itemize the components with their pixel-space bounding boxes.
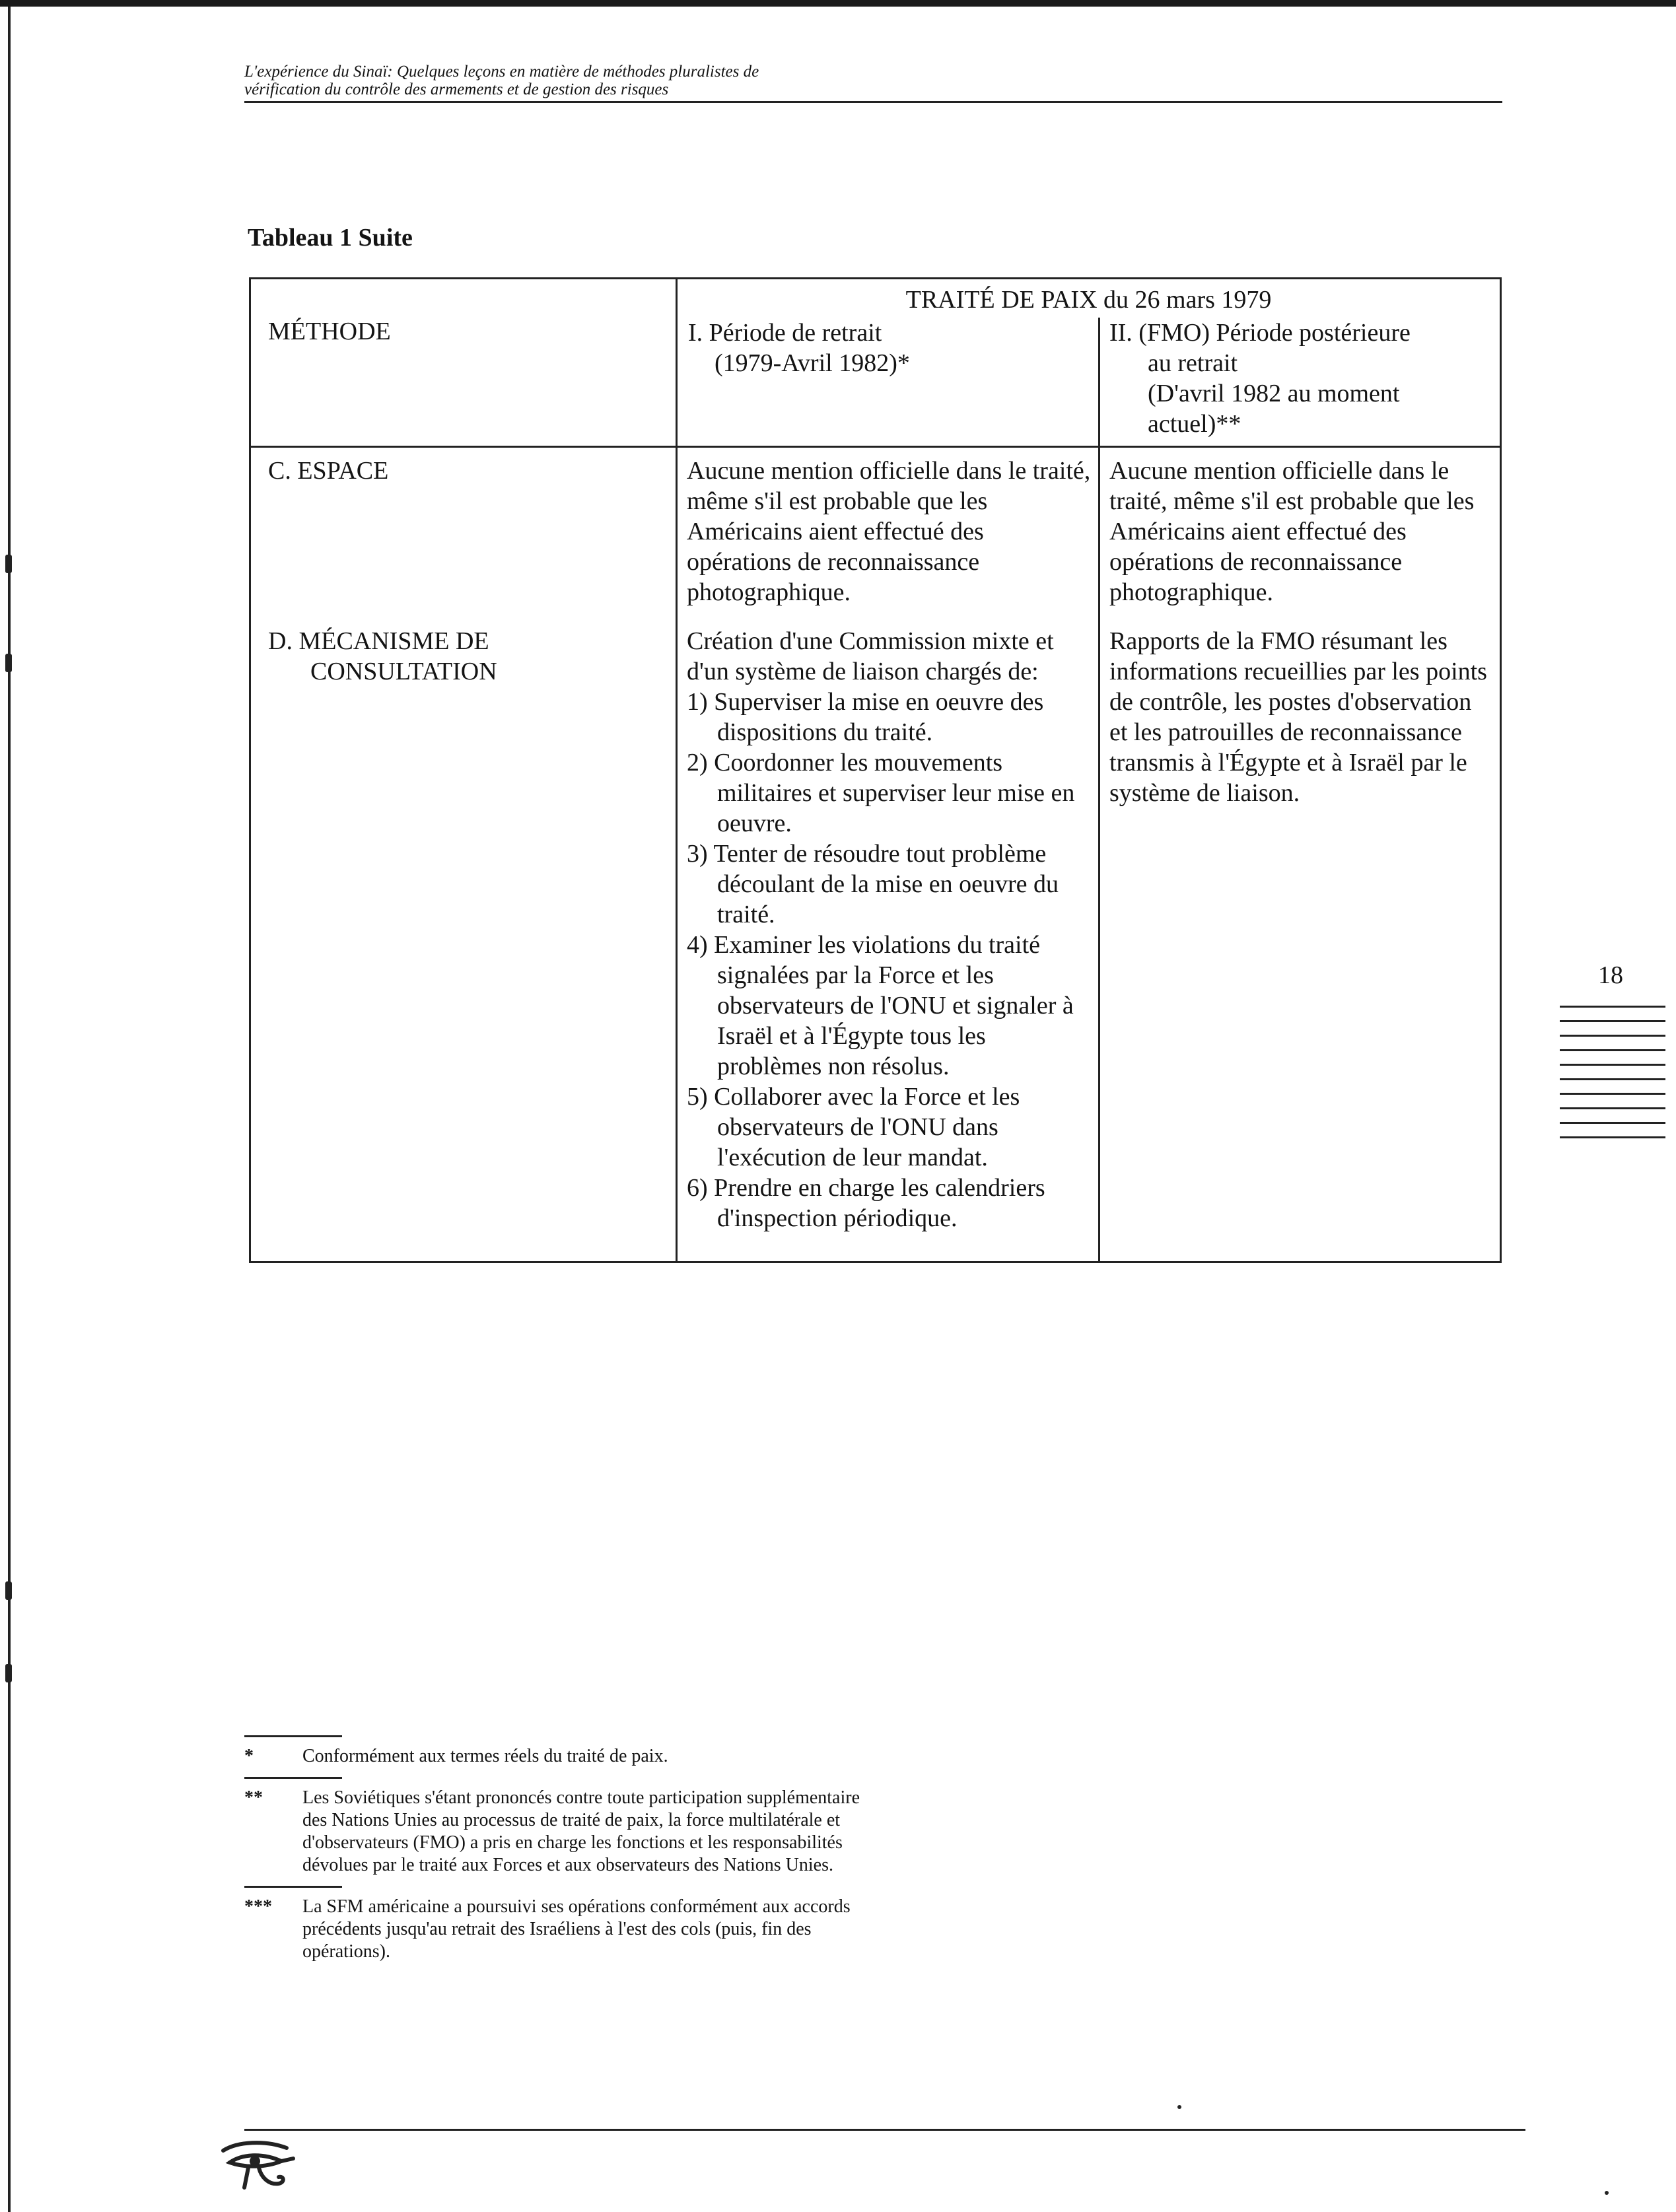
footnote-mark: * [244,1746,254,1766]
period-2-header-line: (D'avril 1982 au moment [1148,380,1400,407]
method-cell [250,621,677,1262]
eye-of-horus-icon [218,2136,297,2195]
list-item: 4) Examiner les violations du traité signalées par la Force et les observateurs de l'ONU et signaler à Israël et à l'Égypte tous les problèmes non résolus. [687,931,1074,1080]
period-1-intro: Création d'une Commission mixte et d'un système de liaison chargés de: [687,627,1054,685]
treaty-group-header: TRAITÉ DE PAIX du 26 mars 1979 [677,279,1501,318]
period-1-cell: Aucune mention officielle dans le traité, même s'il est probable que les Américains aient effectué des opérations de reconnaissance photographique. [677,447,1100,621]
footnote-mark: ** [244,1787,263,1808]
bottom-rule [244,2129,1525,2131]
margin-rule [1560,1020,1665,1022]
table-row [250,447,1501,621]
page-number: 18 [1598,961,1623,989]
footnote [244,1787,878,1877]
margin-rule [1560,1107,1665,1109]
footnote [244,1896,878,1963]
running-header-line-2: vérification du contrôle des armements et de gestion des risques [244,81,669,98]
list-item: 1) Superviser la mise en oeuvre des dispositions du traité. [687,688,1044,746]
margin-rule [1560,1136,1665,1138]
period-2-header-line: actuel)** [1148,410,1241,438]
scan-margin-line [8,7,11,2212]
margin-mark [5,1581,12,1600]
period-2-header-line: II. (FMO) Période postérieure [1109,319,1411,347]
period-2-cell: Rapports de la FMO résumant les informations recueillies par les points de contrôle, les postes d'observation et les patrouilles de reconnaissance transmis à l'Égypte et à Israël par le système de liaison. [1100,621,1501,1262]
period-2-header-line: au retrait [1148,349,1238,377]
margin-rule [1560,1093,1665,1095]
footnotes [244,1735,878,1972]
method-column-header: MÉTHODE [250,279,677,447]
table-header-row [250,279,1501,318]
footnote-text: La SFM américaine a poursuivi ses opérations conformément aux accords précédents jusqu'au retrait des Israéliens à l'est des cols (puis, fin des opérations). [302,1896,851,1962]
header-rule [244,101,1502,103]
margin-rule-marks [1560,1006,1665,1151]
margin-mark [5,1664,12,1682]
treaty-table [249,277,1502,1263]
scan-speck [1605,2191,1609,2195]
period-1-cell [677,621,1100,1262]
period-2-header [1100,318,1501,447]
running-header-line-1: L'expérience du Sinaï: Quelques leçons en matière de méthodes pluralistes de [244,63,759,81]
margin-rule [1560,1006,1665,1008]
margin-rule [1560,1035,1665,1037]
method-cell-line: D. MÉCANISME DE [268,627,489,655]
method-cell: C. ESPACE [250,447,677,621]
period-2-cell: Aucune mention officielle dans le traité, même s'il est probable que les Américains aient effectué des opérations de reconnaissance photographique. [1100,447,1501,621]
footnote-mark: *** [244,1896,272,1917]
table-title: Tableau 1 Suite [248,224,413,252]
period-1-header [677,318,1100,447]
footnote-text: Conformément aux termes réels du traité de paix. [302,1746,668,1766]
top-rule [0,0,1676,7]
margin-mark [5,555,12,573]
list-item: 5) Collaborer avec la Force et les observateurs de l'ONU dans l'exécution de leur mandat. [687,1083,1020,1171]
list-item: 6) Prendre en charge les calendriers d'inspection périodique. [687,1174,1045,1232]
period-1-header-line: I. Période de retrait [688,319,882,347]
footnote-rule [244,1735,342,1737]
scan-speck [1177,2105,1181,2109]
margin-rule [1560,1064,1665,1066]
footnote [244,1745,878,1768]
list-item: 2) Coordonner les mouvements militaires et superviser leur mise en oeuvre. [687,749,1075,837]
method-cell-line: CONSULTATION [310,658,497,685]
table-row [250,621,1501,1262]
list-item: 3) Tenter de résoudre tout problème découlant de la mise en oeuvre du traité. [687,840,1059,928]
footnote-rule [244,1886,342,1888]
commission-task-list [687,687,1092,1233]
period-1-header-line: (1979-Avril 1982)* [715,349,910,377]
footnote-rule [244,1777,342,1779]
margin-mark [5,654,12,672]
margin-rule [1560,1049,1665,1051]
running-header [244,63,1512,98]
footnote-text: Les Soviétiques s'étant prononcés contre toute participation supplémentaire des Nations Unies au processus de traité de paix, la force multilatérale et d'observateurs (FMO) a pris en charge les fonctions et les responsabilités dévolues par le traité aux Forces et aux observateurs des Nations Unies. [302,1787,860,1875]
margin-rule [1560,1122,1665,1124]
margin-rule [1560,1078,1665,1080]
